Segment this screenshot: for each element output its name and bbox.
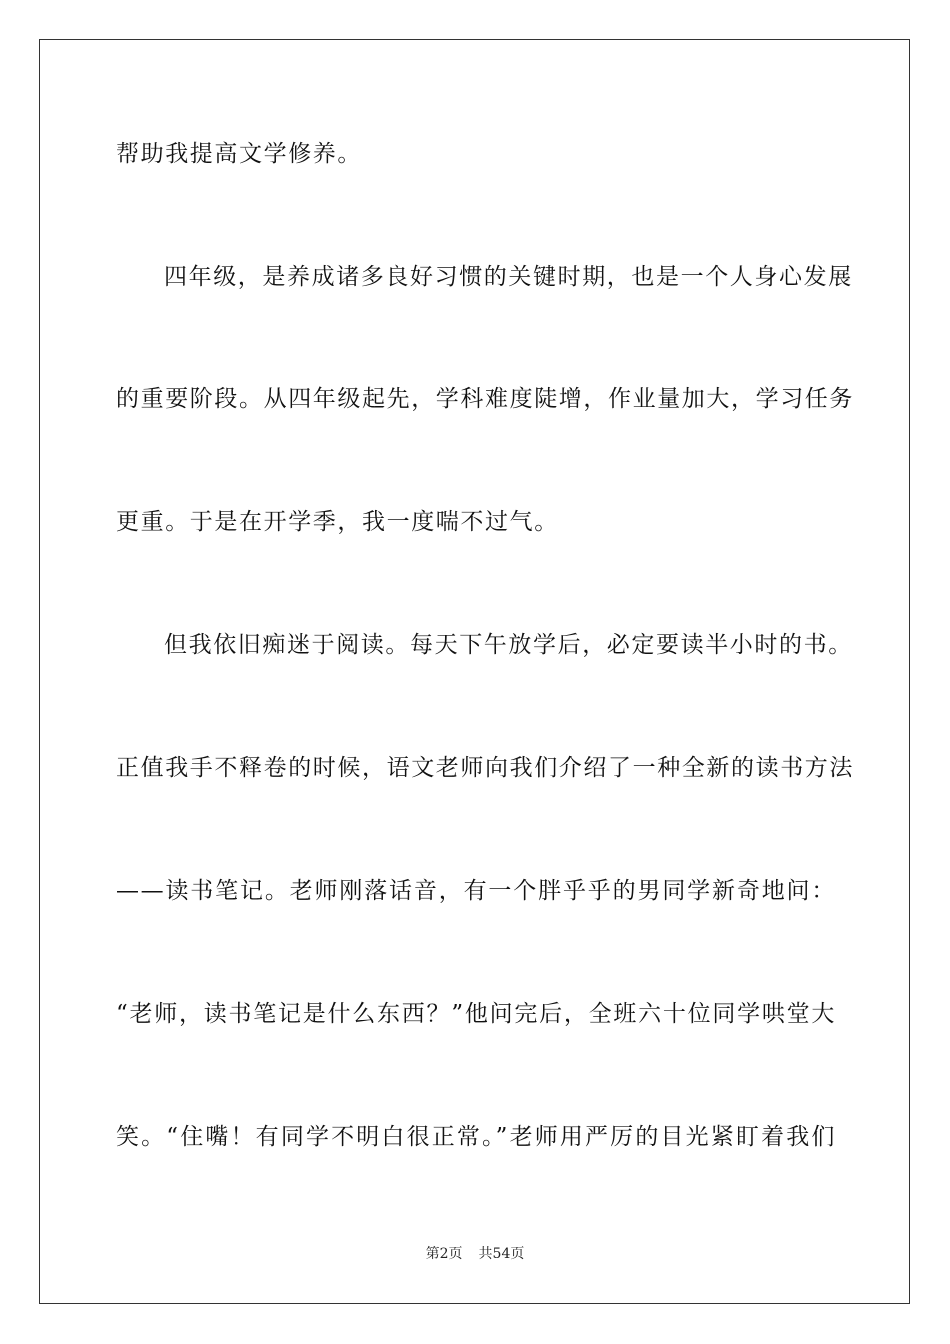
- paragraph-line-1: 帮助我提高文学修养。: [116, 141, 362, 167]
- paragraph-line-2: 四年级，是养成诸多良好习惯的关键时期，也是一个人身心发展: [164, 264, 853, 290]
- paragraph-line-5: 但我依旧痴迷于阅读。每天下午放学后，必定要读半小时的书。: [164, 632, 853, 658]
- paragraph-line-4: 更重。于是在开学季，我一度喘不过气。: [116, 509, 559, 535]
- paragraph-line-8: “老师，读书笔记是什么东西？”他问完后，全班六十位同学哄堂大: [116, 1001, 836, 1027]
- paragraph-line-3: 的重要阶段。从四年级起先，学科难度陡增，作业量加大，学习任务: [116, 386, 854, 412]
- paragraph-line-6: 正值我手不释卷的时候，语文老师向我们介绍了一种全新的读书方法: [116, 755, 854, 781]
- paragraph-line-9: 笑。“住嘴！有同学不明白很正常。”老师用严厉的目光紧盯着我们: [116, 1124, 836, 1150]
- page-number: 第2页: [425, 1246, 463, 1262]
- paragraph-line-7: ——读书笔记。老师刚落话音，有一个胖乎乎的男同学新奇地问：: [116, 878, 836, 904]
- page-border: [39, 39, 910, 1304]
- page-total: 共54页: [478, 1246, 525, 1262]
- page-footer: [0, 1245, 950, 1263]
